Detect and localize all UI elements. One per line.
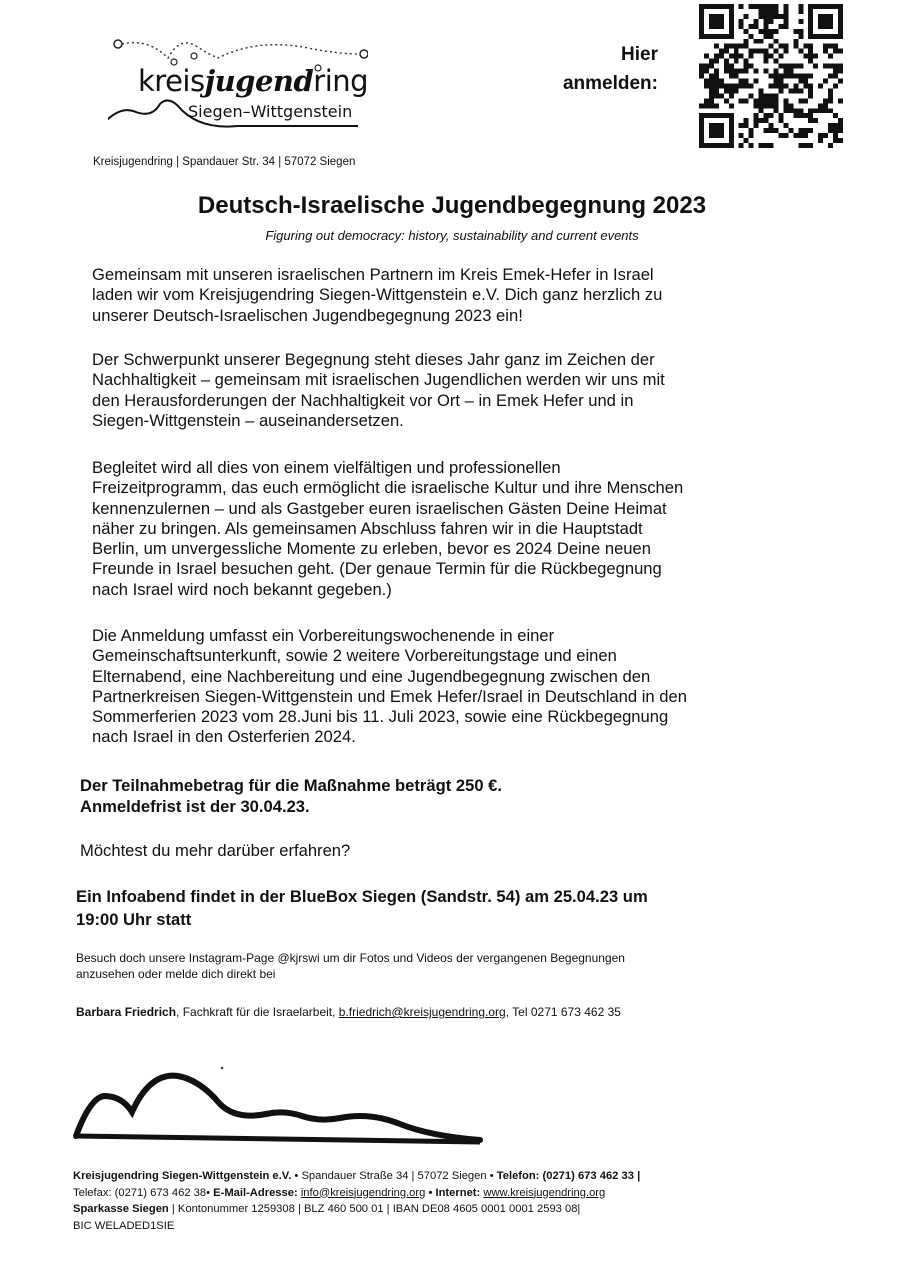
- paragraph-focus: [92, 350, 792, 431]
- text-line: näher zu bringen. Als gemeinsamen Abschluss fahren wir in die Hauptstadt: [92, 518, 643, 538]
- footer-phone: Telefon: (0271) 673 462 33 |: [496, 1170, 641, 1182]
- text-line: den Herausforderungen der Nachhaltigkeit vor Ort – in Emek Hefer und in: [92, 390, 634, 410]
- text-line: nach Israel in den Osterferien 2024.: [92, 727, 356, 747]
- paragraph-program: [92, 458, 792, 600]
- footer-bank-details: | Kontonummer 1259308 | BLZ 460 500 01 | IBAN DE08 4605 0001 0001 2593 08|: [168, 1203, 581, 1215]
- instagram-note: [76, 950, 625, 982]
- contact-phone: , Tel 0271 673 462 35: [505, 1005, 621, 1019]
- footer-email-link[interactable]: info@kreisjugendring.org: [300, 1186, 426, 1199]
- text-line: Der Schwerpunkt unserer Begegnung steht dieses Jahr ganz im Zeichen der: [92, 350, 655, 369]
- contact-line: [76, 1005, 621, 1019]
- text-line: kennenzulernen – und als Gastgeber euren israelischen Gästen Deine Heimat: [92, 498, 667, 518]
- paragraph-registration: [92, 626, 792, 748]
- contact-email-link[interactable]: b.friedrich@kreisjugendring.org: [338, 1005, 506, 1019]
- header-address: Kreisjugendring | Spandauer Str. 34 | 57072 Siegen: [93, 156, 356, 168]
- text-line: Sommerferien 2023 vom 28.Juni bis 11. Juli 2023, sowie eine Rückbegegnung: [92, 707, 669, 727]
- logo-suffix: ring: [313, 64, 369, 98]
- text-line: Gemeinschaftsunterkunft, sowie 2 weitere Vorbereitungstage und einen: [92, 646, 617, 666]
- fee-notice: [80, 776, 502, 817]
- register-label: [544, 40, 658, 98]
- text-line: Freizeitprogramm, das euch ermöglicht die israelische Kultur und ihre Menschen: [92, 478, 684, 498]
- footer-bank: Sparkasse Siegen: [73, 1203, 169, 1215]
- footer-line-1: [73, 1168, 640, 1185]
- info-evening-notice: [76, 885, 648, 931]
- fee-amount: Der Teilnahmebetrag für die Maßnahme beträgt 250 €.: [80, 776, 503, 795]
- footer-internet-label: • Internet:: [425, 1186, 484, 1199]
- info-line-2: 19:00 Uhr statt: [76, 910, 192, 929]
- logo-subtitle: Siegen–Wittgenstein: [188, 102, 353, 121]
- logo-wordmark: [138, 64, 368, 98]
- registration-deadline: Anmeldefrist ist der 30.04.23.: [80, 796, 310, 816]
- footer: [73, 1168, 640, 1234]
- text-line: Begleitet wird all dies von einem vielfältigen und professionellen: [92, 458, 561, 477]
- page-subtitle: Figuring out democracy: history, sustainability and current events: [265, 228, 639, 243]
- text-line: laden wir vom Kreisjugendring Siegen-Wittgenstein e.V. Dich ganz herzlich zu: [92, 285, 663, 305]
- instagram-line-2: anzusehen oder melde dich direkt bei: [76, 967, 276, 981]
- text-line: Die Anmeldung umfasst ein Vorbereitungswochenende in einer: [92, 626, 555, 645]
- contact-name: Barbara Friedrich: [76, 1005, 177, 1019]
- question-text: Möchtest du mehr darüber erfahren?: [80, 841, 351, 860]
- instagram-line-1: Besuch doch unsere Instagram-Page @kjrswi um dir Fotos und Videos der vergangenen Begegnungen: [76, 951, 625, 965]
- qr-code-graphic: [697, 4, 845, 148]
- mountain-graphic: [70, 1062, 490, 1154]
- text-line: Nachhaltigkeit – gemeinsam mit israelischen Jugendlichen werden wir uns mit: [92, 370, 665, 390]
- logo-bold: jugend: [204, 64, 314, 98]
- contact-role: , Fachkraft für die Israelarbeit,: [176, 1005, 339, 1019]
- footer-bic: BIC WELADED1SIE: [73, 1219, 175, 1232]
- registration-qr-code[interactable]: [697, 4, 845, 148]
- text-line: Berlin, um unvergessliche Momente zu erleben, bevor es 2024 Deine neuen: [92, 539, 651, 559]
- text-line: Elternabend, eine Nachbereitung und eine Jugendbegegnung zwischen den: [92, 666, 651, 686]
- text-line: Freunde in Israel besuchen geht. (Der genaue Termin für die Rückbegegnung: [92, 559, 662, 579]
- footer-website-link[interactable]: www.kreisjugendring.org: [483, 1186, 606, 1199]
- footer-email-label: E-Mail-Adresse:: [213, 1186, 301, 1199]
- footer-fax: Telefax: (0271) 673 462 38•: [73, 1186, 214, 1199]
- text-line: unserer Deutsch-Israelischen Jugendbegegnung 2023 ein!: [92, 305, 523, 325]
- register-line-2: anmelden:: [562, 73, 658, 94]
- text-line: Partnerkreisen Siegen-Wittgenstein und Emek Hefer/Israel in Deutschland in den: [92, 686, 687, 706]
- text-line: nach Israel wird noch bekannt gegeben.): [92, 579, 392, 599]
- footer-address: • Spandauer Straße 34 | 57072 Siegen •: [291, 1170, 497, 1182]
- text-line: Siegen-Wittgenstein – auseinandersetzen.: [92, 410, 404, 430]
- page-title: Deutsch-Israelische Jugendbegegnung 2023: [197, 192, 707, 219]
- mountain-logo: [70, 1062, 490, 1154]
- register-line-1: Hier: [621, 44, 658, 65]
- footer-line-2: [73, 1185, 640, 1202]
- footer-org: Kreisjugendring Siegen-Wittgenstein e.V.: [73, 1170, 292, 1182]
- text-line: Gemeinsam mit unseren israelischen Partnern im Kreis Emek-Hefer in Israel: [92, 265, 654, 284]
- kreisjugendring-logo: [108, 34, 368, 144]
- logo-prefix: kreis: [138, 64, 205, 98]
- info-line-1: Ein Infoabend findet in der BlueBox Siegen (Sandstr. 54) am 25.04.23 um: [76, 887, 648, 906]
- footer-line-3: [73, 1201, 640, 1218]
- paragraph-intro: [92, 265, 792, 326]
